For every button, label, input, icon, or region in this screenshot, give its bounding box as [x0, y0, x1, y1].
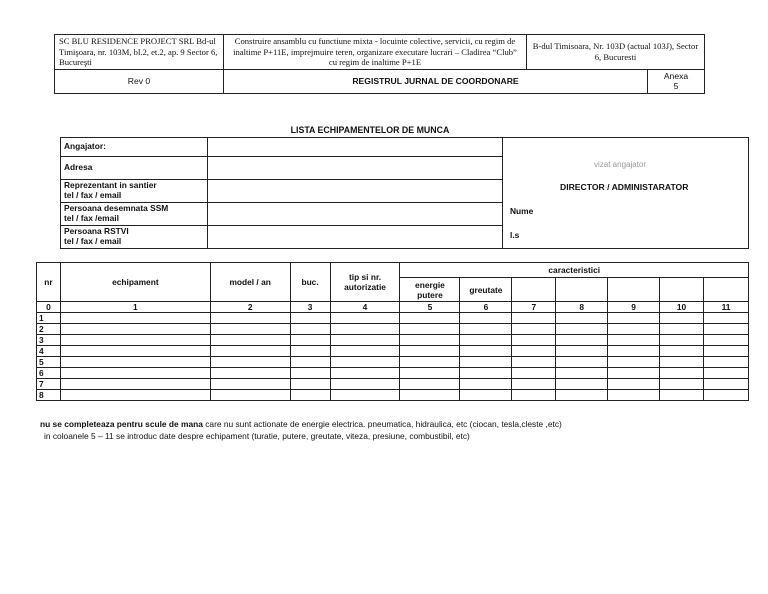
col-index: 0	[37, 302, 61, 313]
table-row	[37, 313, 749, 324]
table-cell[interactable]	[290, 357, 330, 368]
table-row	[37, 335, 749, 346]
header-tip-line2: autorizatie	[344, 282, 386, 292]
table-cell[interactable]	[290, 335, 330, 346]
col-index: 3	[290, 302, 330, 313]
header-col8	[556, 278, 608, 302]
table-cell[interactable]	[660, 324, 704, 335]
table-row	[37, 346, 749, 357]
table-cell[interactable]	[210, 313, 290, 324]
row-number: 8	[37, 390, 61, 401]
table-cell[interactable]	[290, 368, 330, 379]
note-manual-tools	[40, 419, 562, 429]
table-cell[interactable]	[60, 357, 210, 368]
header-tip	[330, 263, 400, 302]
table-cell[interactable]	[660, 346, 704, 357]
col-index: 5	[400, 302, 460, 313]
table-cell[interactable]	[512, 368, 556, 379]
table-cell[interactable]	[60, 324, 210, 335]
ssm-contact: tel / fax /email	[64, 213, 119, 223]
table-cell[interactable]	[512, 390, 556, 401]
table-cell[interactable]	[703, 379, 748, 390]
reprezentant-value	[207, 180, 503, 203]
adresa-label: Adresa	[61, 157, 208, 180]
col-index: 7	[512, 302, 556, 313]
note-columns: in coloanele 5 – 11 se introduc date despre echipament (turatie, putere, greutate, viteza, presiune, combustibil, etc)	[44, 431, 470, 441]
reprezentant-title: Reprezentant in santier	[64, 180, 157, 191]
header-greutate: greutate	[460, 278, 512, 302]
ssm-value	[207, 203, 503, 226]
table-cell[interactable]	[400, 324, 460, 335]
rstvi-value	[207, 226, 503, 249]
address-cell: B-dul Timisoara, Nr. 103D (actual 103J), Sector 6, Bucuresti	[526, 35, 704, 70]
col-index: 9	[608, 302, 660, 313]
table-cell[interactable]	[703, 357, 748, 368]
table-cell[interactable]	[460, 346, 512, 357]
table-cell[interactable]	[660, 379, 704, 390]
equipment-table	[36, 262, 749, 401]
table-body	[37, 313, 749, 401]
table-cell[interactable]	[60, 346, 210, 357]
header-model: model / an	[210, 263, 290, 302]
table-row	[37, 390, 749, 401]
table-cell[interactable]	[290, 346, 330, 357]
register-title: REGISTRUL JURNAL DE COORDONARE	[224, 69, 648, 93]
col-index: 10	[660, 302, 704, 313]
header-energie-line2: putere	[417, 289, 443, 300]
table-cell[interactable]	[330, 313, 400, 324]
table-cell[interactable]	[512, 379, 556, 390]
header-tip-line1: tip si nr.	[348, 272, 382, 282]
table-cell[interactable]	[608, 357, 660, 368]
table-cell[interactable]	[608, 390, 660, 401]
row-number: 6	[37, 368, 61, 379]
table-cell[interactable]	[210, 335, 290, 346]
table-cell[interactable]	[210, 379, 290, 390]
list-title: LISTA ECHIPAMENTELOR DE MUNCA	[290, 125, 450, 135]
table-cell[interactable]	[556, 324, 608, 335]
header-buc: buc.	[290, 263, 330, 302]
table-cell[interactable]	[512, 357, 556, 368]
table-cell[interactable]	[330, 324, 400, 335]
table-cell[interactable]	[330, 390, 400, 401]
table-cell[interactable]	[330, 368, 400, 379]
row-number: 1	[37, 313, 61, 324]
table-cell[interactable]	[330, 357, 400, 368]
table-cell[interactable]	[660, 313, 704, 324]
row-number: 7	[37, 379, 61, 390]
table-cell[interactable]	[460, 379, 512, 390]
table-cell[interactable]	[330, 346, 400, 357]
table-cell[interactable]	[60, 368, 210, 379]
table-cell[interactable]	[460, 357, 512, 368]
table-cell[interactable]	[210, 390, 290, 401]
table-cell[interactable]	[400, 390, 460, 401]
row-number: 3	[37, 335, 61, 346]
table-cell[interactable]	[703, 368, 748, 379]
header-energie-line1: energie	[415, 279, 445, 290]
table-cell[interactable]	[460, 335, 512, 346]
table-cell[interactable]	[608, 324, 660, 335]
table-cell[interactable]	[703, 390, 748, 401]
director-label: DIRECTOR / ADMINISTARATOR	[560, 182, 689, 192]
table-cell[interactable]	[703, 335, 748, 346]
col-index: 2	[210, 302, 290, 313]
table-cell[interactable]	[210, 346, 290, 357]
ssm-label	[61, 203, 208, 226]
angajator-label: Angajator:	[61, 138, 208, 157]
table-cell[interactable]	[400, 368, 460, 379]
table-cell[interactable]	[460, 324, 512, 335]
table-cell[interactable]	[60, 313, 210, 324]
info-table	[60, 137, 749, 249]
table-cell[interactable]	[60, 379, 210, 390]
table-cell[interactable]	[400, 357, 460, 368]
table-cell[interactable]	[512, 335, 556, 346]
table-cell[interactable]	[556, 368, 608, 379]
row-number: 4	[37, 346, 61, 357]
table-cell[interactable]	[608, 313, 660, 324]
table-cell[interactable]	[290, 390, 330, 401]
company-cell: SC BLU RESIDENCE PROJECT SRL Bd-ul Timişoara, nr. 103M, bl.2, et.2, ap. 9 Sector 6, Bucureşti	[55, 35, 224, 70]
table-cell[interactable]	[60, 390, 210, 401]
table-row	[37, 368, 749, 379]
header-col9	[608, 278, 660, 302]
table-cell[interactable]	[400, 313, 460, 324]
table-cell[interactable]	[460, 368, 512, 379]
header-col10	[660, 278, 704, 302]
table-cell[interactable]	[703, 324, 748, 335]
note-rest: care nu sunt actionate de energie electrica. pneumatica, hidraulica, etc (ciocan, tesla,cleste ,etc)	[202, 419, 562, 429]
document-header	[54, 34, 705, 94]
table-cell[interactable]	[290, 379, 330, 390]
col-index: 8	[556, 302, 608, 313]
header-caracteristici: caracteristici	[400, 263, 749, 278]
table-cell[interactable]	[400, 346, 460, 357]
table-cell[interactable]	[608, 379, 660, 390]
table-cell[interactable]	[512, 313, 556, 324]
table-cell[interactable]	[210, 324, 290, 335]
table-cell[interactable]	[703, 346, 748, 357]
rstvi-label	[61, 226, 208, 249]
note-bold: nu se completeaza pentru scule de mana	[40, 419, 203, 429]
table-cell[interactable]	[460, 313, 512, 324]
col-index: 6	[460, 302, 512, 313]
col-index: 4	[330, 302, 400, 313]
col-index: 11	[703, 302, 748, 313]
table-cell[interactable]	[660, 357, 704, 368]
table-cell[interactable]	[556, 379, 608, 390]
table-cell[interactable]	[556, 346, 608, 357]
header-energie	[400, 278, 460, 302]
table-cell[interactable]	[210, 368, 290, 379]
table-cell[interactable]	[290, 313, 330, 324]
table-cell[interactable]	[512, 324, 556, 335]
table-cell[interactable]	[608, 335, 660, 346]
reprezentant-label	[61, 180, 208, 203]
vizat-label: vizat angajator	[594, 160, 647, 169]
table-cell[interactable]	[512, 346, 556, 357]
table-cell[interactable]	[330, 379, 400, 390]
table-cell[interactable]	[290, 324, 330, 335]
row-number: 5	[37, 357, 61, 368]
rev-cell: Rev 0	[55, 69, 224, 93]
ls-label: l.s	[510, 230, 520, 240]
row-number: 2	[37, 324, 61, 335]
angajator-value	[207, 138, 503, 157]
table-cell[interactable]	[556, 335, 608, 346]
table-row	[37, 324, 749, 335]
adresa-value	[207, 157, 503, 180]
ssm-title: Persoana desemnata SSM	[64, 203, 169, 214]
table-row	[37, 379, 749, 390]
table-cell[interactable]	[556, 313, 608, 324]
table-cell[interactable]	[556, 390, 608, 401]
project-cell: Construire ansamblu cu functiune mixta - locuinte colective, servicii, cu regim de inaltime P+11E, imprejmuire teren, organizare executare lucrari – Cladirea “Club” cu regim de inaltime P+1E	[224, 35, 527, 70]
table-cell[interactable]	[400, 379, 460, 390]
column-index-row	[37, 302, 749, 313]
table-cell[interactable]	[400, 335, 460, 346]
header-col11	[703, 278, 748, 302]
table-cell[interactable]	[330, 335, 400, 346]
anexa-cell	[648, 69, 705, 93]
reprezentant-contact: tel / fax / email	[64, 190, 122, 200]
table-cell[interactable]	[210, 357, 290, 368]
table-cell[interactable]	[660, 335, 704, 346]
vizat-box	[503, 138, 749, 249]
header-nr: nr	[37, 263, 61, 302]
nume-label: Nume	[510, 206, 534, 216]
header-col7	[512, 278, 556, 302]
table-cell[interactable]	[660, 368, 704, 379]
table-cell[interactable]	[703, 313, 748, 324]
table-cell[interactable]	[460, 390, 512, 401]
rstvi-contact: tel / fax / email	[64, 236, 122, 246]
col-index: 1	[60, 302, 210, 313]
header-echipament: echipament	[60, 263, 210, 302]
rstvi-title: Persoana RSTVI	[64, 226, 129, 237]
anexa-number: 5	[673, 81, 679, 91]
table-cell[interactable]	[556, 357, 608, 368]
table-row	[37, 357, 749, 368]
table-cell[interactable]	[660, 390, 704, 401]
table-cell[interactable]	[608, 368, 660, 379]
table-cell[interactable]	[608, 346, 660, 357]
anexa-label: Anexa	[663, 70, 689, 81]
table-cell[interactable]	[60, 335, 210, 346]
